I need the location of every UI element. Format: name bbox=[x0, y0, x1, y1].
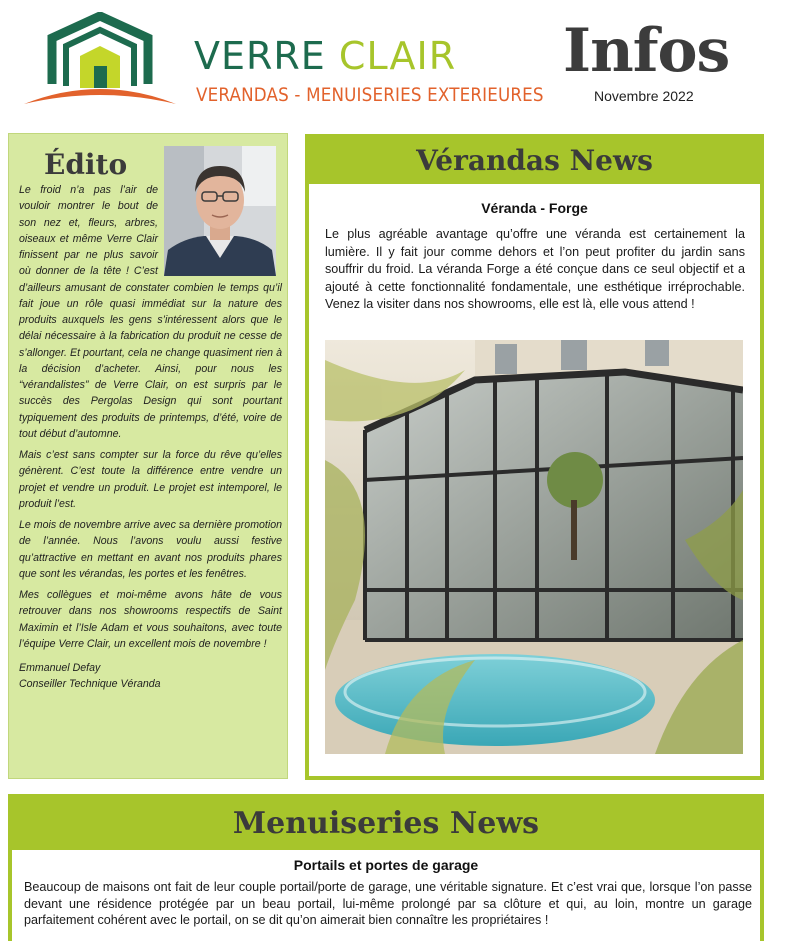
edito-text bbox=[19, 182, 282, 693]
menuiseries-article-title: Portails et portes de garage bbox=[293, 857, 479, 873]
edito-paragraph-1: Le froid n’a pas l’air de vouloir montrer le bout de son nez et, fleurs, arbres, oiseaux et même Verre Clair finissent par ne plus savoir où donner de la tête ! C’est d’ailleurs amusant de constater combien le temps qu’il fait joue un rôle quasi immédiat sur la nature des produits auxquels les gens s’intéressent alors que le délai nécessaire à la fabrication du produit ne cesse de s’allonger. Et pourtant, cela ne change quasiment rien à la décision d’acheter. Ainsi, pour nous les “vérandalistes” de Verre Clair, on est surpris par le succès des Pergolas Design qui sont pourtant typiquement des produits de printemps, d’été, voire de tout début d’automne. bbox=[19, 184, 282, 440]
verandas-news-panel bbox=[305, 134, 764, 780]
veranda-photo bbox=[325, 340, 743, 754]
portrait-text-wrap bbox=[158, 182, 282, 276]
verandas-news-content bbox=[309, 184, 760, 776]
menuiseries-news-heading: Menuiseries News bbox=[232, 806, 540, 841]
edito-paragraph-3: Le mois de novembre arrive avec sa dernière promotion de l’année. Nous l’avons voulu aussi festive qu’attractive en mettant en avant nos produits phares que sont les vérandas, les portes et les fenêtres. bbox=[19, 519, 282, 580]
veranda-forge-image bbox=[325, 340, 743, 754]
verandas-news-heading: Vérandas News bbox=[416, 144, 653, 177]
author-role: Conseiller Technique Véranda bbox=[19, 678, 161, 691]
issue-date: Novembre 2022 bbox=[594, 88, 694, 104]
edito-paragraph-2: Mais c’est sans compter sur la force du rêve qu’elles génèrent. C’est toute la différence entre vendre un projet et vendre un produit. Le projet est intemporel, le produit l’est. bbox=[19, 449, 282, 510]
veranda-article-title: Véranda - Forge bbox=[481, 200, 588, 216]
edito-panel bbox=[8, 133, 288, 779]
brand-word-verre: VERRE bbox=[194, 34, 326, 78]
author-name: Emmanuel Defay bbox=[19, 662, 101, 674]
verre-clair-logo-icon bbox=[22, 12, 178, 108]
menuiseries-news-content bbox=[12, 850, 760, 941]
menuiseries-article-body: Beaucoup de maisons ont fait de leur couple portail/porte de garage, une véritable signature. Et c’est vrai que, lorsque l’on passe devant une résidence protégée par un beau portail, lui-même prolongé par sa clôture et qui, au loin, montre un garage parfaitement cohérent avec le portail, on se dit qu’on aimerait bien connaître les propriétaires ! bbox=[24, 880, 752, 927]
brand-tagline: VERANDAS - MENUISERIES EXTERIEURES bbox=[196, 84, 544, 106]
menuiseries-news-panel bbox=[8, 794, 764, 941]
brand-name bbox=[194, 36, 456, 76]
edito-title: Édito bbox=[44, 148, 128, 181]
veranda-article-body: Le plus agréable avantage qu’offre une véranda est certainement la lumière. Il y fait jour comme dehors et l’on peut profiter du jardin sans souffrir du froid. La véranda Forge a été conçue dans ce seul objectif et a ajouté à cette fonctionnalité fondamentale, une esthétique irréprochable. Venez la visiter dans nos showrooms, elle est là, elle vous attend ! bbox=[325, 227, 745, 312]
edito-paragraph-4: Mes collègues et moi-même avons hâte de vous retrouver dans nos showrooms respectifs de Saint Maximin et l’Isle Adam et vous souhaitons, avec toute l’équipe Verre Clair, un excellent mois de novembre ! bbox=[19, 589, 282, 650]
newsletter-title: Infos bbox=[563, 16, 730, 86]
brand-word-clair: CLAIR bbox=[338, 34, 457, 78]
edito-signature bbox=[19, 660, 282, 693]
